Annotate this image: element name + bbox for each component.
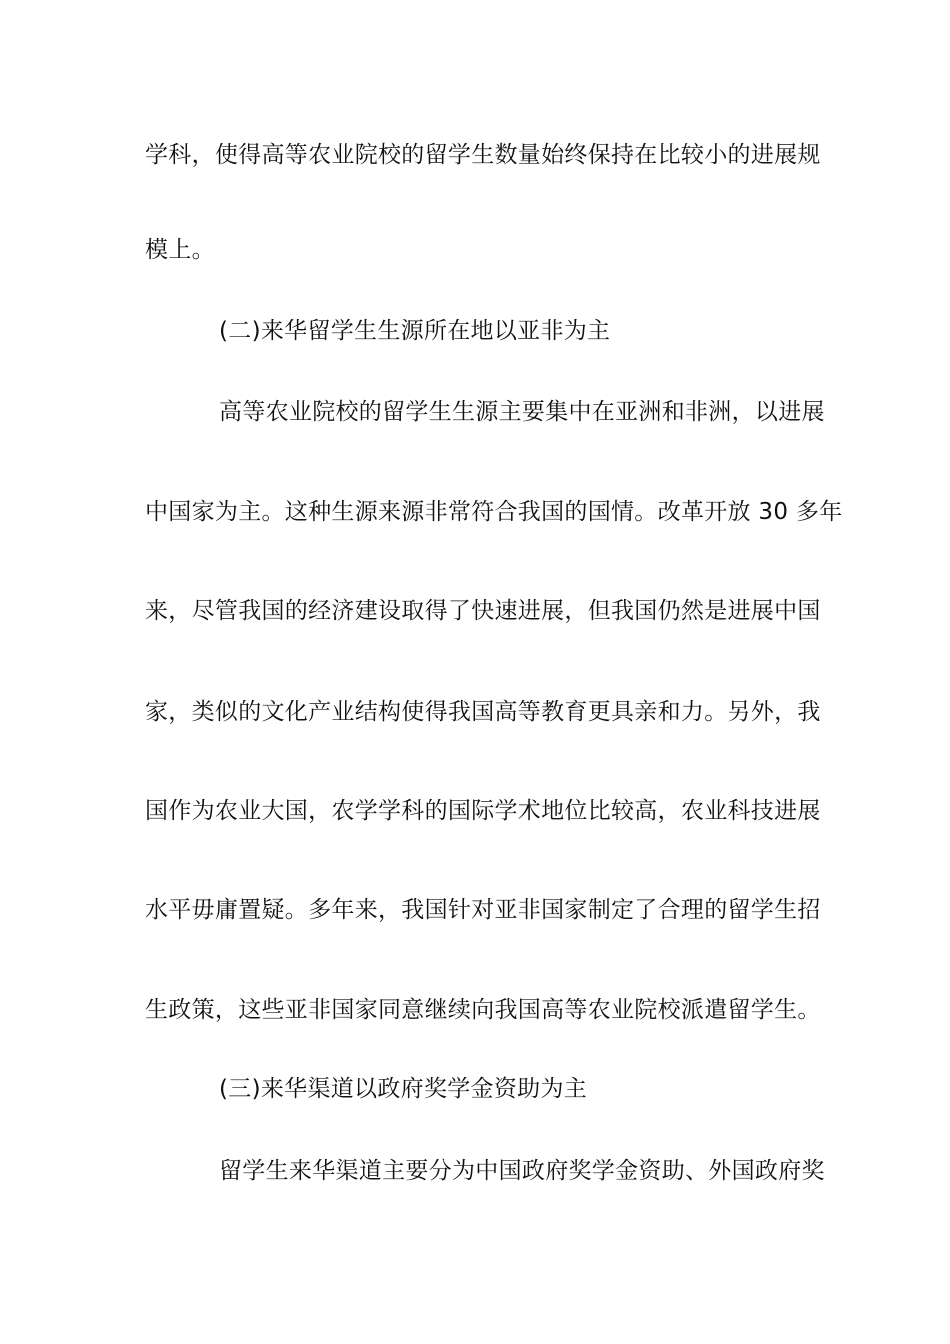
paragraph-line: 生政策，这些亚非国家同意继续向我国高等农业院校派遣留学生。	[145, 997, 821, 1023]
paragraph-line: 来，尽管我国的经济建设取得了快速进展，但我国仍然是进展中国	[145, 598, 821, 624]
section-heading: (三)来华渠道以政府奖学金资助为主	[219, 1076, 588, 1102]
paragraph-line: 模上。	[145, 237, 215, 263]
paragraph-line: 家，类似的文化产业结构使得我国高等教育更具亲和力。另外，我	[145, 699, 821, 725]
paragraph-line: 国作为农业大国，农学学科的国际学术地位比较高，农业科技进展	[145, 798, 821, 824]
paragraph-line: 中国家为主。这种生源来源非常符合我国的国情。改革开放 30 多年	[145, 499, 843, 525]
section-heading: (二)来华留学生生源所在地以亚非为主	[219, 318, 611, 344]
paragraph-line: 学科，使得高等农业院校的留学生数量始终保持在比较小的进展规	[145, 142, 821, 168]
paragraph-line: 水平毋庸置疑。多年来，我国针对亚非国家制定了合理的留学生招	[145, 897, 821, 923]
paragraph-line: 高等农业院校的留学生生源主要集中在亚洲和非洲，以进展	[219, 399, 825, 425]
paragraph-line: 留学生来华渠道主要分为中国政府奖学金资助、外国政府奖	[219, 1158, 825, 1184]
